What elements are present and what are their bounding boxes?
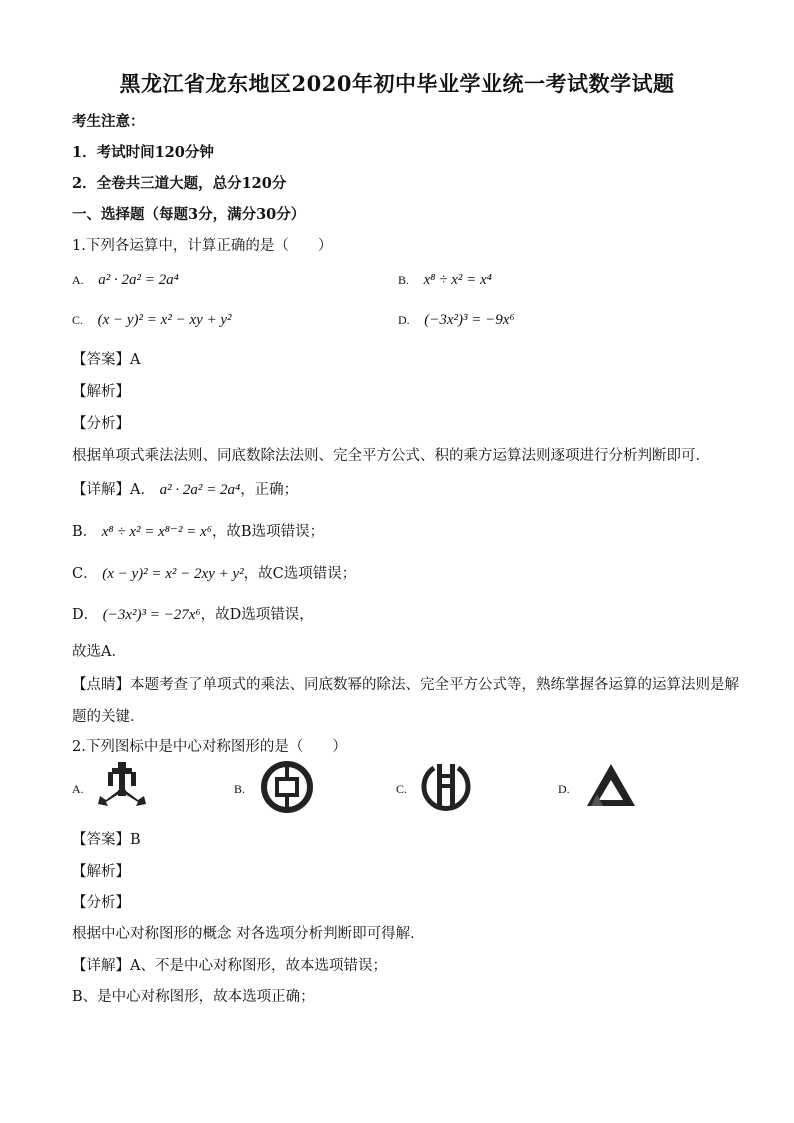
coin-logo-icon bbox=[260, 760, 314, 814]
notice-item-2: 2．全卷共三道大题，总分120分 bbox=[72, 175, 287, 192]
q1-answer bbox=[72, 348, 140, 369]
detail-prefix: B． bbox=[72, 524, 98, 540]
q1-detail-b bbox=[72, 520, 324, 541]
detail-tag: 【详解】 bbox=[72, 482, 130, 498]
q2-option-c-label: C. bbox=[396, 782, 408, 796]
detail-tag: 【详解】 bbox=[72, 958, 130, 974]
q1-dianjing-cont: 题的关键． bbox=[72, 709, 145, 725]
detail-prefix: D． bbox=[72, 607, 99, 623]
answer-tag: 【答案】 bbox=[72, 352, 130, 368]
detail-formula: a² · 2a² = 2a⁴ bbox=[159, 482, 241, 498]
answer-value: B bbox=[130, 832, 141, 848]
q1-option-b bbox=[398, 272, 492, 289]
trident-logo-icon bbox=[96, 760, 148, 810]
dianjing-text: 本题考查了单项式的乘法、同底数幂的除法、完全平方公式等，熟练掌握各运算的运算法则是解 bbox=[130, 677, 739, 693]
q2-option-a-label: A. bbox=[72, 782, 84, 796]
q1-stem: 1.下列各运算中，计算正确的是（ ） bbox=[72, 238, 333, 254]
detail-formula: (x − y)² = x² − 2xy + y² bbox=[102, 566, 244, 582]
section-heading: 一、选择题（每题3分，满分30分） bbox=[72, 206, 306, 223]
notice-item-1: 1．考试时间120分钟 bbox=[72, 144, 214, 161]
q2-stem: 2.下列图标中是中心对称图形的是（ ） bbox=[72, 739, 347, 755]
detail-suffix: ，故B选项错误； bbox=[211, 524, 325, 540]
bank-logo-icon bbox=[420, 760, 472, 814]
q1-dianjing bbox=[72, 673, 739, 694]
answer-value: A bbox=[130, 352, 141, 368]
q1-option-d bbox=[398, 312, 515, 329]
detail-text: A、不是中心对称图形，故本选项错误； bbox=[130, 958, 387, 974]
q1-analysis: 根据单项式乘法法则、同底数除法法则、完全平方公式、积的乘方运算法则逐项进行分析判断即可． bbox=[72, 448, 710, 464]
q2-jiexi: 【解析】 bbox=[72, 864, 130, 880]
q1-detail-c bbox=[72, 562, 356, 583]
triangle-logo-icon bbox=[583, 760, 639, 810]
q2-detail-a bbox=[72, 954, 387, 975]
detail-formula: x⁸ ÷ x² = x⁸⁻² = x⁶ bbox=[101, 524, 212, 540]
q2-analysis: 根据中心对称图形的概念 对各选项分析判断即可得解． bbox=[72, 926, 425, 942]
detail-suffix: ，故C选项错误； bbox=[243, 566, 357, 582]
page-title: 黑龙江省龙东地区2020年初中毕业学业统一考试数学试题 bbox=[119, 71, 675, 96]
option-formula: a² · 2a² = 2a⁴ bbox=[98, 272, 179, 288]
option-label: A. bbox=[72, 273, 84, 287]
q1-option-a bbox=[72, 272, 179, 289]
q1-detail-d bbox=[72, 603, 314, 624]
q2-detail-b: B、是中心对称图形，故本选项正确； bbox=[72, 989, 315, 1005]
detail-suffix: ，故D选项错误， bbox=[200, 607, 314, 623]
q2-answer bbox=[72, 828, 141, 849]
q1-jiexi: 【解析】 bbox=[72, 384, 130, 400]
option-formula: (x − y)² = x² − xy + y² bbox=[97, 312, 232, 328]
detail-prefix: A． bbox=[130, 482, 155, 498]
q1-detail-a bbox=[72, 478, 298, 499]
dianjing-tag: 【点睛】 bbox=[72, 677, 130, 693]
q1-fenxi: 【分析】 bbox=[72, 416, 130, 432]
option-label: B. bbox=[398, 273, 410, 287]
option-formula: (−3x²)³ = −9x⁶ bbox=[424, 312, 515, 328]
q1-choose: 故选A． bbox=[72, 644, 126, 660]
notice-heading: 考生注意： bbox=[72, 113, 145, 130]
option-label: C. bbox=[72, 313, 84, 327]
detail-formula: (−3x²)³ = −27x⁶ bbox=[102, 607, 201, 623]
detail-suffix: ，正确； bbox=[240, 482, 299, 498]
q2-option-b-label: B. bbox=[234, 782, 246, 796]
q1-option-c bbox=[72, 312, 232, 329]
detail-prefix: C． bbox=[72, 566, 98, 582]
option-formula: x⁸ ÷ x² = x⁴ bbox=[423, 272, 492, 288]
option-label: D. bbox=[398, 313, 410, 327]
answer-tag: 【答案】 bbox=[72, 832, 130, 848]
q2-option-d-label: D. bbox=[558, 782, 570, 796]
q2-fenxi: 【分析】 bbox=[72, 895, 130, 911]
